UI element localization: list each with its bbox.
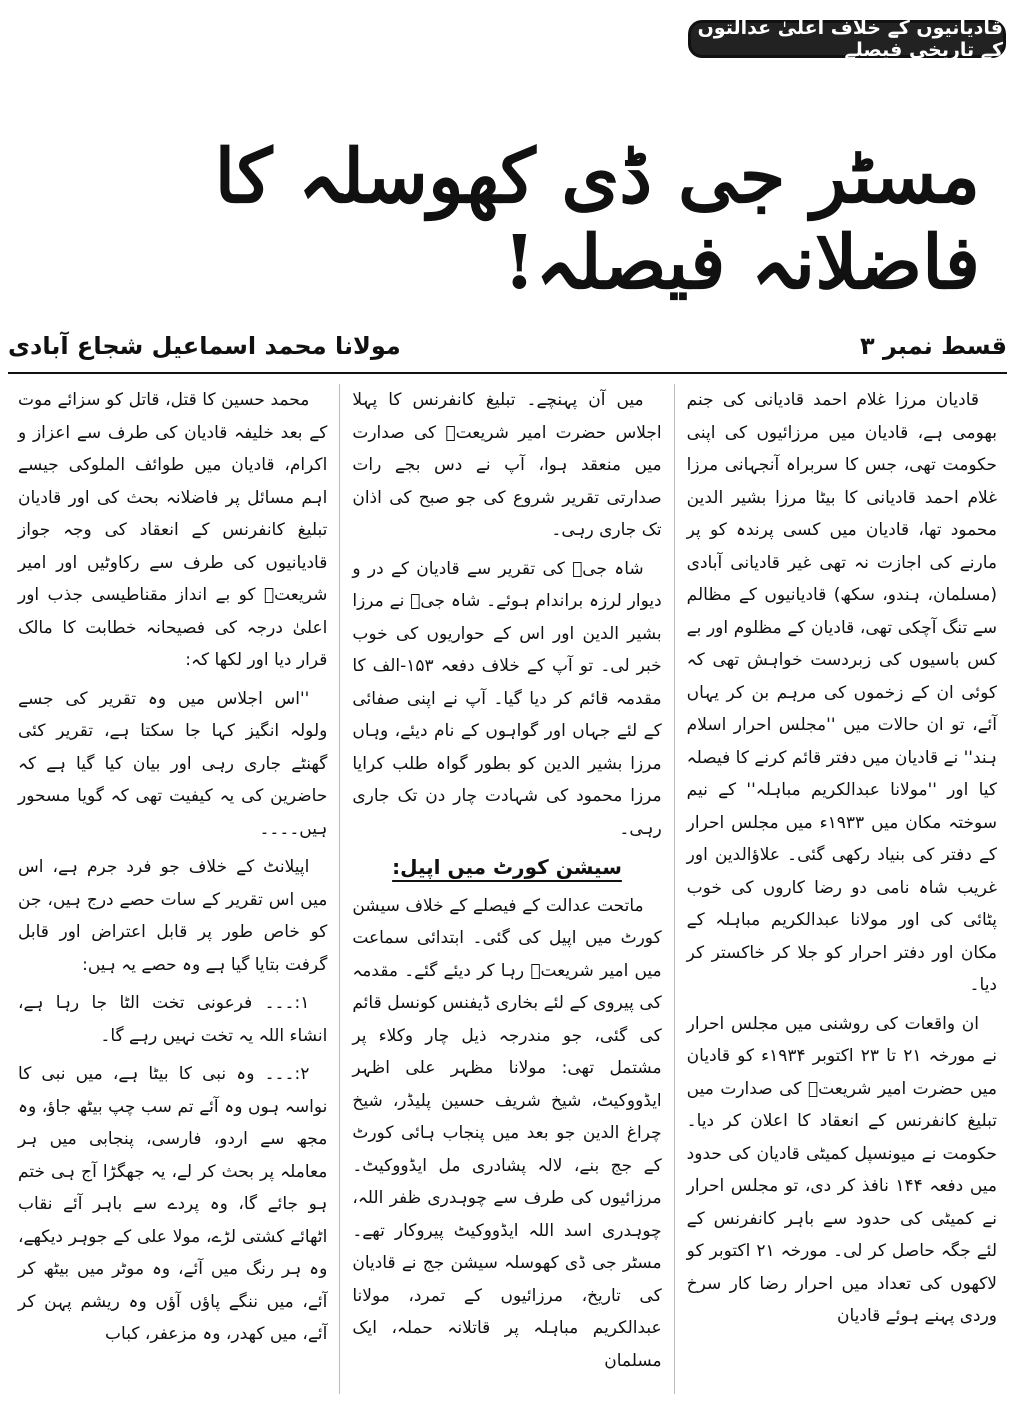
column-2 (340, 384, 674, 1394)
paragraph: میں آن پہنچے۔ تبلیغ کانفرنس کا پہلا اجلاس حضرت امیر شریعتؒ کی صدارت میں منعقد ہوا، آپ نے دس بجے رات صدارتی تقریر شروع کی جو صبح کی اذان تک جاری رہی۔ (352, 390, 662, 540)
article-columns (6, 384, 1009, 1394)
paragraph: ان واقعات کی روشنی میں مجلس احرار نے مورخہ ۲۱ تا ۲۳ اکتوبر ۱۹۳۴ء کو قادیان میں حضرت امیر شریعتؒ کی صدارت میں تبلیغ کانفرنس کے انعقاد کا اعلان کر دیا۔ حکومت نے میونسپل کمیٹی قادیان کی حدود میں دفعہ ۱۴۴ نافذ کر دی، تو مجلس احرار نے کمیٹی کی حدود سے باہر کانفرنس کے لئے جگہ حاصل کر لی۔ مورخہ ۲۱ اکتوبر کو لاکھوں کی تعداد میں احرار رضا کار سرخ وردی پہنے ہوئے قادیان (686, 1013, 998, 1326)
list-item: ۲:۔۔۔ وہ نبی کا بیٹا ہے، میں نبی کا نواسہ ہوں وہ آئے تم سب چپ بیٹھ جاؤ، وہ مجھ سے اردو، فارسی، پنجابی میں ہر معاملہ پر بحث کر لے، یہ جھگڑا آج ہی ختم ہو جائے گا، وہ پردے سے باہر آئے نقاب اٹھائے کشتی لڑے، مولا علی کے جوہر دیکھے، وہ ہر رنگ میں آئے، وہ موٹر میں بیٹھ کر آئے، میں ننگے پاؤں آؤں وہ ریشم پہن کر آئے، میں کھدر، وہ مزعفر، کباب (18, 1064, 328, 1344)
paragraph: محمد حسین کا قتل، قاتل کو سزائے موت کے بعد خلیفہ قادیان کی طرف سے اعزاز و اکرام، قادیان میں طوائف الملوکی جیسے اہم مسائل پر فاضلانہ بحث کی اور قادیان تبلیغ کانفرنس کے انعقاد کی وجہ جواز قادیانیوں کی طرف سے رکاوٹیں اور امیر شریعتؒ کو بے انداز مقناطیسی جذب اور اعلیٰ درجہ کی فصیحانہ خطابت کا مالک قرار دیا اور لکھا کہ: (18, 390, 328, 670)
byline-divider (8, 372, 1007, 374)
paragraph: شاہ جیؒ کی تقریر سے قادیان کے در و دیوار لرزہ براندام ہوئے۔ شاہ جیؒ نے مرزا بشیر الدین اور اس کے حواریوں کی خوب خبر لی۔ تو آپ کے خلاف دفعہ ۱۵۳-الف کا مقدمہ قائم کر دیا گیا۔ آپ نے اپنی صفائی کے لئے جہاں اور گواہوں کے نام دیئے، وہاں مرزا بشیر الدین کو بطور گواہ طلب کرایا مرزا محمود کی شہادت چار دن تک جاری رہی۔ (352, 558, 662, 839)
section-subheading: سیشن کورٹ میں اپیل: (392, 855, 622, 879)
byline-row (8, 326, 1007, 366)
column-3 (6, 384, 340, 1394)
quote-paragraph: ''اس اجلاس میں وہ تقریر کی جسے ولولہ انگیز کہا جا سکتا ہے، تقریر کئی گھنٹے جاری رہی اور بیان کیا گیا ہے کہ حاضرین کی یہ کیفیت تھی کہ گویا مسحور ہیں۔۔۔۔ (18, 688, 328, 839)
list-item: ۱:۔۔۔ فرعونی تخت الٹا جا رہا ہے، انشاء اللہ یہ تخت نہیں رہے گا۔ (18, 993, 328, 1046)
installment-label: قسط نمبر ۳ (859, 332, 1007, 360)
paragraph: قادیان مرزا غلام احمد قادیانی کی جنم بھومی ہے، قادیان میں مرزائیوں کی اپنی حکومت تھی، جس کا سربراہ آنجہانی مرزا غلام احمد قادیانی کا بیٹا مرزا بشیر الدین محمود تھا، قادیان میں کسی پرندہ کو پر مارنے کی اجازت نہ تھی غیر قادیانی آبادی (مسلمان، ہندو، سکھ) قادیانیوں کے مظالم سے تنگ آچکی تھی، قادیان کے مظلوم اور بے کس باسیوں کی زبردست خواہش تھی کہ کوئی ان کے زخموں کی مرہم بن کر یہاں آئے، تو ان حالات میں ''مجلس احرار اسلام ہند'' نے قادیان میں دفتر قائم کرنے کا فیصلہ کیا اور ''مولانا عبدالکریم مباہلہ'' کے نیم سوختہ مکان میں ۱۹۳۳ء میں مجلس احرار کے دفتر کی بنیاد رکھی گئی۔ علاؤالدین اور غریب شاہ نامی دو رضا کاروں کی خوب پٹائی کی اور مولانا عبدالکریم مباہلہ کے مکان اور دفتر احرار کو جلا کر خاکستر کر دیا۔ (686, 390, 997, 995)
column-1 (675, 384, 1009, 1394)
paragraph: اپیلانٹ کے خلاف جو فرد جرم ہے، اس میں اس تقریر کے سات حصے درج ہیں، جن کو خاص طور پر قابل اعتراض اور قابل گرفت بتایا گیا ہے وہ حصے یہ ہیں: (18, 857, 328, 975)
paragraph: ماتحت عدالت کے فیصلے کے خلاف سیشن کورٹ میں اپیل کی گئی۔ ابتدائی سماعت میں امیر شریعتؒ رہا کر دیئے گئے۔ مقدمہ کی پیروی کے لئے بخاری ڈیفنس کونسل قائم کی گئی، جو مندرجہ ذیل چار وکلاء پر مشتمل تھی: مولانا مظہر علی اظہر ایڈووکیٹ، شیخ شریف حسین پلیڈر، شیخ چراغ الدین جو بعد میں پنجاب ہائی کورٹ کے جج بنے، لالہ پشادری مل ایڈووکیٹ۔ مرزائیوں کی طرف سے چوہدری ظفر اللہ، چوہدری اسد اللہ ایڈووکیٹ پیروکار تھے۔ مسٹر جی ڈی کھوسلہ سیشن جج نے قادیان کی تاریخ، مرزائیوں کے تمرد، مولانا عبدالکریم مباہلہ پر قاتلانہ حملہ، ایک مسلمان (352, 895, 662, 1371)
headline: مسٹر جی ڈی کھوسلہ کا فاضلانہ فیصلہ! (214, 134, 980, 306)
author-name: مولانا محمد اسماعیل شجاع آبادی (8, 332, 401, 360)
series-banner: قادیانیوں کے خلاف اعلیٰ عدالتوں کے تاریخی فیصلے (688, 20, 1006, 58)
